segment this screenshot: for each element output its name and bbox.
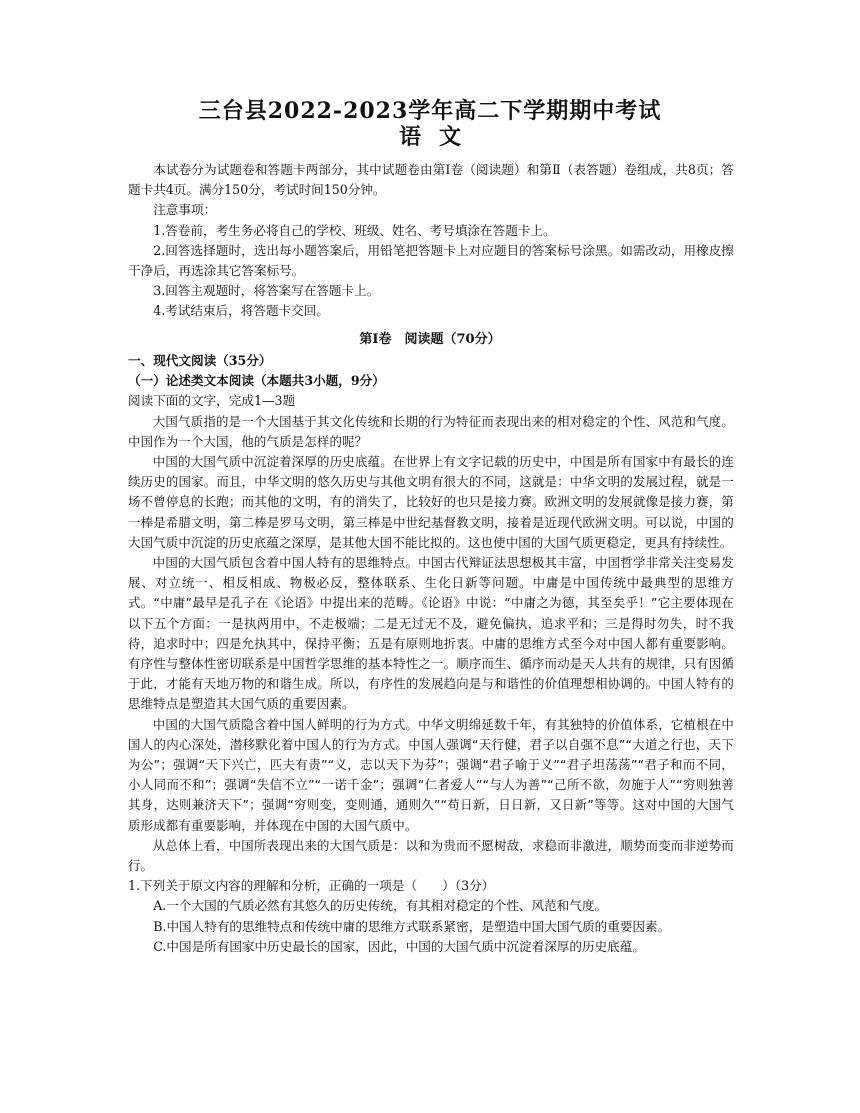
part-heading: 一、现代文阅读（35分）: [128, 353, 272, 368]
passage: [128, 412, 734, 877]
passage-paragraph: 从总体上看，中国所表现出来的大国气质是：以和为贵而不愿树敌，求稳而非激进，顺势而变而非逆势而行。: [128, 837, 734, 874]
question-stem: 1.下列关于原文内容的理解和分析，正确的一项是（ ）（3分）: [128, 878, 495, 894]
answer-option-b: B.中国人特有的思维特点和传统中庸的思维方式联系紧密，是塑造中国大国气质的重要因素。: [153, 918, 671, 934]
note-item: 4.考试结束后，将答题卡交回。: [153, 303, 329, 319]
answer-option-c: C.中国是所有国家中历史最长的国家，因此，中国的大国气质中沉淀着深厚的历史底蕴。: [153, 938, 645, 954]
reading-instruction: 阅读下面的文字，完成1—3题: [128, 393, 296, 409]
intro-block: [128, 160, 734, 322]
passage-paragraph: 大国气质指的是一个大国基于其文化传统和长期的行为特征而表现出来的相对稳定的个性、风范和气度。中国作为一个大国，他的气质是怎样的呢？: [128, 413, 734, 449]
intro-paragraph: 本试卷分为试题卷和答题卡两部分，其中试题卷由第Ⅰ卷（阅读题）和第Ⅱ（表答题）卷组成，共8页；答题卡共4页。满分150分，考试时间150分钟。: [128, 162, 734, 198]
passage-paragraph: 中国的大国气质中沉淀着深厚的历史底蕴。在世界上有文字记载的历史中，中国是所有国家中有最长的连续历史的国家。而且，中华文明的悠久历史与其他文明有很大的不同，这就是：中华文明的发展过程，就是一场不曾停息的长跑；而其他的文明，有的消失了，比较好的也只是接力赛。欧洲文明的发展就像是接力赛，第一棒是希腊文明，第二棒是罗马文明，第三棒是中世纪基督教文明，接着是近现代欧洲文明。可以说，中国的大国气质中沉淀的历史底蕴之深厚，是其他大国不能比拟的。这也使中国的大国气质更稳定，更具有持续性。: [128, 454, 734, 550]
note-item: 3.回答主观题时，将答案写在答题卡上。: [153, 283, 380, 299]
answer-option-a: A.一个大国的气质必然有其悠久的历史传统，有其相对稳定的个性、风范和气度。: [153, 898, 608, 914]
reading-section: [128, 351, 734, 957]
subpart-heading: （一）论述类文本阅读（本题共3小题，9分）: [128, 373, 385, 389]
note-item: 2.回答选择题时，选出每小题答案后，用铅笔把答题卡上对应题目的答案标号涂黑。如需改动，用橡皮擦干净后，再选涂其它答案标号。: [128, 242, 734, 279]
exam-title: 三台县2022-2023学年高二下学期期中考试: [198, 98, 662, 124]
passage-paragraph: 中国的大国气质隐含着中国人鲜明的行为方式。中华文明绵延数千年，有其独特的价值体系，它植根在中国人的内心深处，潜移默化着中国人的行为方式。中国人强调“天行健，君子以自强不息”“大道之行也，天下为公”；强调“天下兴亡，匹夫有责”“义，志以天下为芬”；强调“君子喻于义”“君子坦荡荡”“君子和而不同，小人同而不和”；强调“失信不立”“一诺千金”；强调“仁者爱人”“与人为善”“己所不欲，勿施于人”“穷则独善其身，达则兼济天下”；强调“穷则变，变则通，通则久”“苟日新，日日新，又日新”等等。这对中国的大国气质形成都有重要影响，并体现在中国的大国气质中。: [128, 716, 734, 833]
passage-paragraph: 中国的大国气质包含着中国人特有的思维特点。中国古代辩证法思想极其丰富，中国哲学非常关注变易发展、对立统一、相反相成、物极必反，整体联系、生化日新等问题。中庸是中国传统中最典型的思维方式。“中庸”最早是孔子在《论语》中提出来的范畴。《论语》中说：“中庸之为德，其至矣乎！”它主要体现在以下五个方面：一是执两用中，不走极端；二是无过无不及，避免偏执，追求平和；三是得时勿失，时不我待，追求时中；四是允执其中，保持平衡；五是有原则地折衷。中庸的思维方式至今对中国人都有重要影响。有序性与整体性密切联系是中国哲学思维的基本特性之一。顺序而生、循序而动是天人共有的规律，只有因循于此，才能有天地万物的和谐生成。所以，有序性的发展趋向是与和谐性的价值理想相协调的。中国人特有的思维特点是塑造其大国气质的重要因素。: [128, 555, 734, 712]
section-title: 第Ⅰ卷 阅读题（70分）: [359, 332, 501, 347]
notes-title: 注意事项：: [153, 202, 217, 218]
note-item: 1.答卷前，考生务必将自己的学校、班级、姓名、考号填涂在答题卡上。: [153, 222, 556, 238]
subject-title: 语文: [398, 124, 479, 150]
